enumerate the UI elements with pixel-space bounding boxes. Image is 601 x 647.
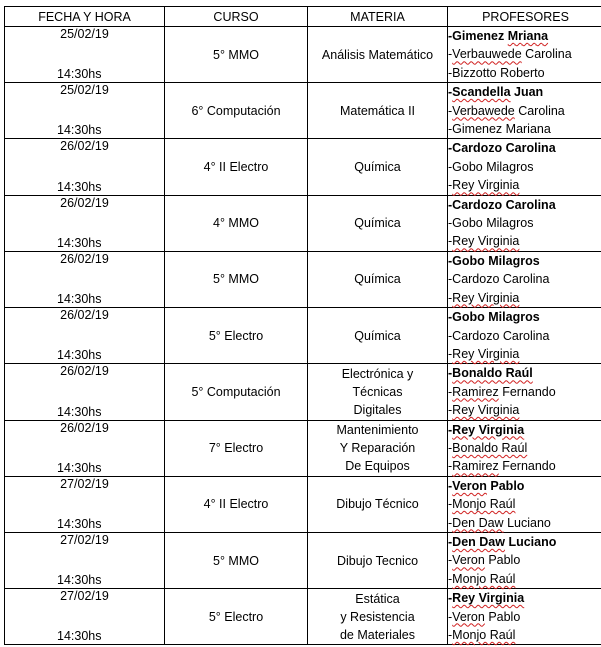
profesor-titular: -Den Daw Luciano [448,534,557,549]
cell-materia [308,532,448,588]
cell-materia [308,364,448,420]
profesor-titular: -Cardozo Carolina [448,141,556,156]
profesor-titular: -Scandella Juan [448,85,544,100]
exam-time: 14:30hs [57,573,102,588]
exam-schedule-table [4,6,601,645]
materia-line: Digitales [353,402,402,417]
cell-curso: 7° Electro [165,420,308,476]
exam-date: 26/02/19 [60,308,109,323]
profesor-vocal: -Veron Pablo [448,609,521,624]
cell-materia [308,83,448,139]
profesor-vocal: -Verbawede Carolina [448,103,565,118]
profesor-vocal: -Cardozo Carolina [448,328,550,343]
cell-profesores [448,589,601,645]
table-row [5,532,601,588]
exam-time: 14:30hs [57,179,102,194]
table-row [5,420,601,476]
table-row [5,589,601,645]
exam-time: 14:30hs [57,123,102,138]
table-row [5,251,601,307]
materia-line: Y Reparación [339,441,416,456]
profesor-titular: -Gimenez Mriana [448,29,549,43]
materia-line: Electrónica y [341,366,414,381]
exam-date: 27/02/19 [60,476,109,491]
materia-line: Técnicas [352,384,403,399]
header-row [5,7,601,27]
materia-line: Dibujo Tecnico [336,553,419,568]
header-profesores: PROFESORES [448,7,601,27]
materia-line: Química [354,328,401,343]
materia-line: Matemática II [339,103,416,118]
profesor-vocal: -Ramirez Fernando [448,384,556,399]
materia-line: Dibujo Técnico [336,497,419,512]
cell-fecha-hora [5,308,165,364]
exam-date: 26/02/19 [60,195,109,210]
cell-materia [308,251,448,307]
profesor-vocal: -Rey Virginia [448,346,520,361]
cell-curso: 4° II Electro [165,139,308,195]
cell-profesores [448,532,601,588]
header-materia: MATERIA [308,7,448,27]
cell-fecha-hora [5,476,165,532]
exam-time: 14:30hs [57,404,102,419]
profesor-vocal: -Gimenez Mariana [448,122,551,137]
profesor-vocal: -Cardozo Carolina [448,272,550,287]
profesor-vocal: -Bizzotto Roberto [448,65,545,80]
materia-line: Química [354,216,401,231]
exam-time: 14:30hs [57,516,102,531]
materia-line: y Resistencia [340,609,415,624]
profesor-titular: -Gobo Milagros [448,310,540,325]
cell-curso: 5° MMO [165,532,308,588]
cell-fecha-hora [5,364,165,420]
cell-materia [308,308,448,364]
cell-fecha-hora [5,589,165,645]
cell-materia [308,476,448,532]
profesor-titular: -Rey Virginia [448,422,525,437]
table-row [5,27,601,83]
cell-profesores [448,364,601,420]
header-curso: CURSO [165,7,308,27]
cell-profesores [448,83,601,139]
profesor-vocal: -Rey Virginia [448,178,520,193]
table-row [5,83,601,139]
cell-curso: 5° Electro [165,589,308,645]
table-row [5,308,601,364]
table-row [5,139,601,195]
table-row [5,364,601,420]
profesor-vocal: -Den Daw Luciano [448,515,551,530]
exam-time: 14:30hs [57,629,102,644]
cell-fecha-hora [5,195,165,251]
exam-date: 25/02/19 [60,27,109,41]
profesor-vocal: -Gobo Milagros [448,159,534,174]
cell-materia [308,195,448,251]
cell-curso: 5° Computación [165,364,308,420]
cell-materia [308,27,448,83]
cell-profesores [448,27,601,83]
cell-profesores [448,420,601,476]
profesor-vocal: -Rey Virginia [448,234,520,249]
table-row [5,195,601,251]
cell-curso: 6° Computación [165,83,308,139]
cell-fecha-hora [5,27,165,83]
cell-curso: 4° MMO [165,195,308,251]
profesor-vocal: -Verbauwede Carolina [448,47,572,62]
materia-line: de Materiales [339,627,416,642]
exam-date: 26/02/19 [60,420,109,435]
cell-fecha-hora [5,251,165,307]
exam-date: 27/02/19 [60,589,109,604]
profesor-vocal: -Monjo Raúl [448,571,516,586]
exam-time: 14:30hs [57,235,102,250]
profesor-vocal: -Bonaldo Raúl [448,440,528,455]
profesor-titular: -Cardozo Carolina [448,197,556,212]
exam-date: 26/02/19 [60,251,109,266]
cell-profesores [448,476,601,532]
profesor-titular: -Gobo Milagros [448,253,540,268]
profesor-vocal: -Rey Virginia [448,403,520,418]
materia-line: Mantenimiento [336,423,419,438]
table-body [5,27,601,645]
profesor-vocal: -Veron Pablo [448,553,521,568]
cell-curso: 5° MMO [165,27,308,83]
cell-fecha-hora [5,420,165,476]
exam-date: 26/02/19 [60,364,109,379]
cell-profesores [448,308,601,364]
cell-profesores [448,251,601,307]
profesor-titular: -Veron Pablo [448,478,525,493]
exam-time: 14:30hs [57,348,102,363]
cell-materia [308,589,448,645]
cell-fecha-hora [5,83,165,139]
profesor-vocal: -Monjo Raúl [448,628,516,642]
materia-line: Química [354,272,401,287]
exam-time: 14:30hs [57,292,102,307]
cell-curso: 5° MMO [165,251,308,307]
exam-time: 14:30hs [57,460,102,475]
exam-time: 14:30hs [57,67,102,82]
materia-line: Química [354,160,401,175]
profesor-vocal: -Rey Virginia [448,290,520,305]
exam-date: 25/02/19 [60,83,109,98]
profesor-vocal: -Ramirez Fernando [448,459,556,474]
materia-line: De Equipos [345,459,410,474]
cell-profesores [448,139,601,195]
materia-line: Análisis Matemático [321,47,434,62]
cell-profesores [448,195,601,251]
cell-fecha-hora [5,532,165,588]
profesor-titular: -Bonaldo Raúl [448,366,533,381]
exam-date: 27/02/19 [60,532,109,547]
cell-curso: 4° II Electro [165,476,308,532]
exam-date: 26/02/19 [60,139,109,154]
profesor-vocal: -Monjo Raúl [448,497,516,512]
header-fecha: FECHA Y HORA [5,7,165,27]
cell-curso: 5° Electro [165,308,308,364]
cell-fecha-hora [5,139,165,195]
cell-materia [308,139,448,195]
table-row [5,476,601,532]
materia-line: Estática [355,591,400,606]
profesor-vocal: -Gobo Milagros [448,216,534,231]
cell-materia [308,420,448,476]
profesor-titular: -Rey Virginia [448,591,525,606]
